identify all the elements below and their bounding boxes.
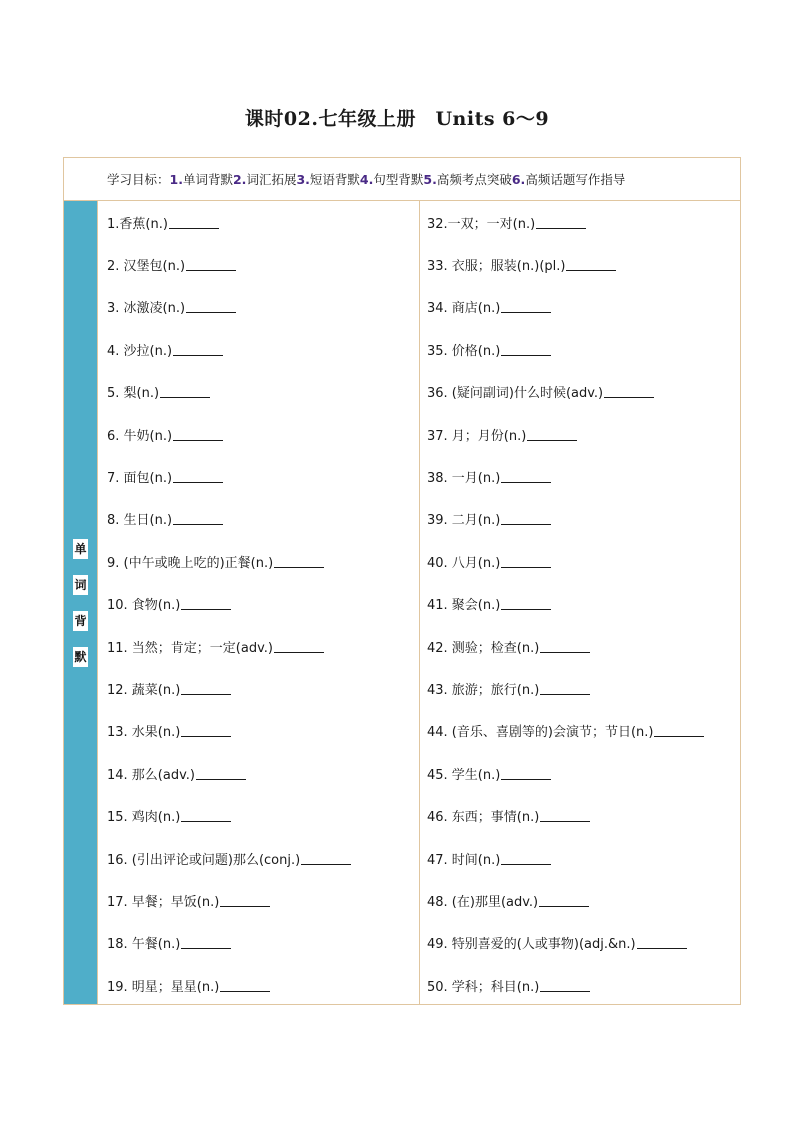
vocab-item [98,498,419,540]
vocab-item [419,625,740,667]
vocab-item [419,328,740,370]
vocab-prompt: 8. 生日(n.) [107,513,173,529]
vocab-prompt: 33. 衣服；服装(n.)(pl.) [427,259,566,275]
vocab-prompt: 49. 特别喜爱的(人或事物)(adj.&n.) [427,937,636,953]
answer-blank[interactable] [173,428,223,441]
answer-blank[interactable] [220,894,270,907]
vocab-prompt: 1.香蕉(n.) [107,216,168,232]
vocab-item [98,413,419,455]
vocab-item [419,837,740,879]
vocab-prompt: 45. 学生(n.) [427,767,501,783]
vocab-prompt: 38. 一月(n.) [427,471,501,487]
vocab-item [98,243,419,285]
vocab-item [419,540,740,582]
answer-blank[interactable] [181,682,231,695]
answer-blank[interactable] [160,385,210,398]
vocab-item [419,710,740,752]
answer-blank[interactable] [637,936,687,949]
goal-text: 句型背默 [373,172,424,187]
vocab-item [98,371,419,413]
vocab-prompt: 44. (音乐、喜剧等的)会演节；节日(n.) [427,725,654,741]
answer-blank[interactable] [220,979,270,992]
answer-blank[interactable] [173,470,223,483]
answer-blank[interactable] [540,640,590,653]
answer-blank[interactable] [501,555,551,568]
vocab-prompt: 47. 时间(n.) [427,852,501,868]
vocab-prompt: 5. 梨(n.) [107,386,160,402]
goals-label: 学习目标： [107,172,170,187]
vocab-prompt: 9. (中午或晚上吃的)正餐(n.) [107,555,274,571]
section-label-char: 词 [73,575,88,595]
vocab-item [98,328,419,370]
answer-blank[interactable] [539,894,589,907]
answer-blank[interactable] [501,343,551,356]
answer-blank[interactable] [186,300,236,313]
answer-blank[interactable] [196,767,246,780]
section-label-char: 背 [73,611,88,631]
vocab-item [419,498,740,540]
answer-blank[interactable] [501,470,551,483]
vocab-item [98,964,419,1006]
vocab-prompt: 41. 聚会(n.) [427,598,501,614]
goal-text: 高频考点突破 [436,172,512,187]
vocab-prompt: 39. 二月(n.) [427,513,501,529]
vocab-prompt: 37. 月；月份(n.) [427,428,527,444]
vocab-item [98,201,419,243]
section-label-char: 默 [73,647,88,667]
vocab-prompt: 16. (引出评论或问题)那么(conj.) [107,852,301,868]
vocab-item [98,540,419,582]
section-label [64,201,98,1004]
answer-blank[interactable] [654,724,704,737]
vocab-item [419,201,740,243]
answer-blank[interactable] [501,852,551,865]
vocab-item [419,879,740,921]
vocab-item [419,243,740,285]
vocab-item [419,667,740,709]
goal-number: 1. [169,171,183,187]
goal-text: 高频话题写作指导 [525,172,626,187]
goal-text: 词汇拓展 [246,172,297,187]
answer-blank[interactable] [540,979,590,992]
vocab-prompt: 48. (在)那里(adv.) [427,894,539,910]
answer-blank[interactable] [274,640,324,653]
vocab-item [98,710,419,752]
vocab-item [419,752,740,794]
vocab-item [98,922,419,964]
vocab-item [98,667,419,709]
answer-blank[interactable] [169,216,219,229]
answer-blank[interactable] [536,216,586,229]
answer-blank[interactable] [301,852,351,865]
goal-number: 2. [232,171,247,187]
vocab-prompt: 35. 价格(n.) [427,343,501,359]
goal-number: 3. [296,171,310,187]
learning-goals [64,158,740,201]
section-label-char: 单 [73,539,88,559]
answer-blank[interactable] [527,428,577,441]
vocab-prompt: 3. 冰激凌(n.) [107,301,186,317]
page-title: 课时02.七年级上册 Units 6～9 [244,108,550,130]
vocab-prompt: 2. 汉堡包(n.) [107,259,186,275]
vocab-item [419,371,740,413]
vocab-prompt: 12. 蔬菜(n.) [107,682,181,698]
vocab-item [98,583,419,625]
answer-blank[interactable] [274,555,324,568]
vocab-item [419,413,740,455]
vocab-prompt: 11. 当然；肯定；一定(adv.) [107,640,273,656]
worksheet-table [63,157,741,1005]
vocab-prompt: 6. 牛奶(n.) [107,428,173,444]
vocab-prompt: 4. 沙拉(n.) [107,343,173,359]
vocab-prompt: 18. 午餐(n.) [107,937,181,953]
vocab-prompt: 13. 水果(n.) [107,725,181,741]
answer-blank[interactable] [181,724,231,737]
vocab-item [419,455,740,497]
answer-blank[interactable] [186,258,236,271]
vocab-prompt: 40. 八月(n.) [427,555,501,571]
vocab-prompt: 10. 食物(n.) [107,598,181,614]
vocab-prompt: 43. 旅游；旅行(n.) [427,682,540,698]
vocabulary-body [64,201,740,1004]
vocab-item [98,794,419,836]
vocab-prompt: 14. 那么(adv.) [107,767,195,783]
answer-blank[interactable] [566,258,616,271]
answer-blank[interactable] [173,512,223,525]
answer-blank[interactable] [181,936,231,949]
vocab-item [98,837,419,879]
vocab-prompt: 17. 早餐；早饭(n.) [107,894,220,910]
left-column [98,201,420,1004]
vocab-prompt: 34. 商店(n.) [427,301,501,317]
vocab-prompt: 7. 面包(n.) [107,471,173,487]
vocab-item [98,455,419,497]
goal-text: 短语背默 [309,172,360,187]
vocab-item [98,625,419,667]
goal-number: 4. [359,171,374,187]
goal-number: 6. [511,171,526,187]
vocab-item [419,922,740,964]
vocab-prompt: 15. 鸡肉(n.) [107,810,181,826]
vocab-prompt: 32.一双；一对(n.) [427,216,536,232]
answer-blank[interactable] [501,767,551,780]
answer-blank[interactable] [540,809,590,822]
answer-blank[interactable] [181,809,231,822]
goal-text: 单词背默 [182,172,233,187]
vocab-item [419,964,740,1006]
goal-number: 5. [423,171,437,187]
answer-blank[interactable] [604,385,654,398]
vocab-item [419,286,740,328]
answer-blank[interactable] [501,597,551,610]
vocab-item [98,879,419,921]
vocab-prompt: 36. (疑问副词)什么时候(adv.) [427,386,604,402]
right-column [419,201,740,1004]
vocab-prompt: 42. 测验；检查(n.) [427,640,540,656]
vocab-item [98,752,419,794]
answer-blank[interactable] [501,300,551,313]
vocab-prompt: 46. 东西；事情(n.) [427,810,540,826]
vocab-item [419,794,740,836]
answer-blank[interactable] [181,597,231,610]
vocab-item [419,583,740,625]
answer-blank[interactable] [173,343,223,356]
vocab-prompt: 50. 学科；科目(n.) [427,979,540,995]
vocab-prompt: 19. 明星；星星(n.) [107,979,220,995]
answer-blank[interactable] [540,682,590,695]
vocab-item [98,286,419,328]
answer-blank[interactable] [501,512,551,525]
